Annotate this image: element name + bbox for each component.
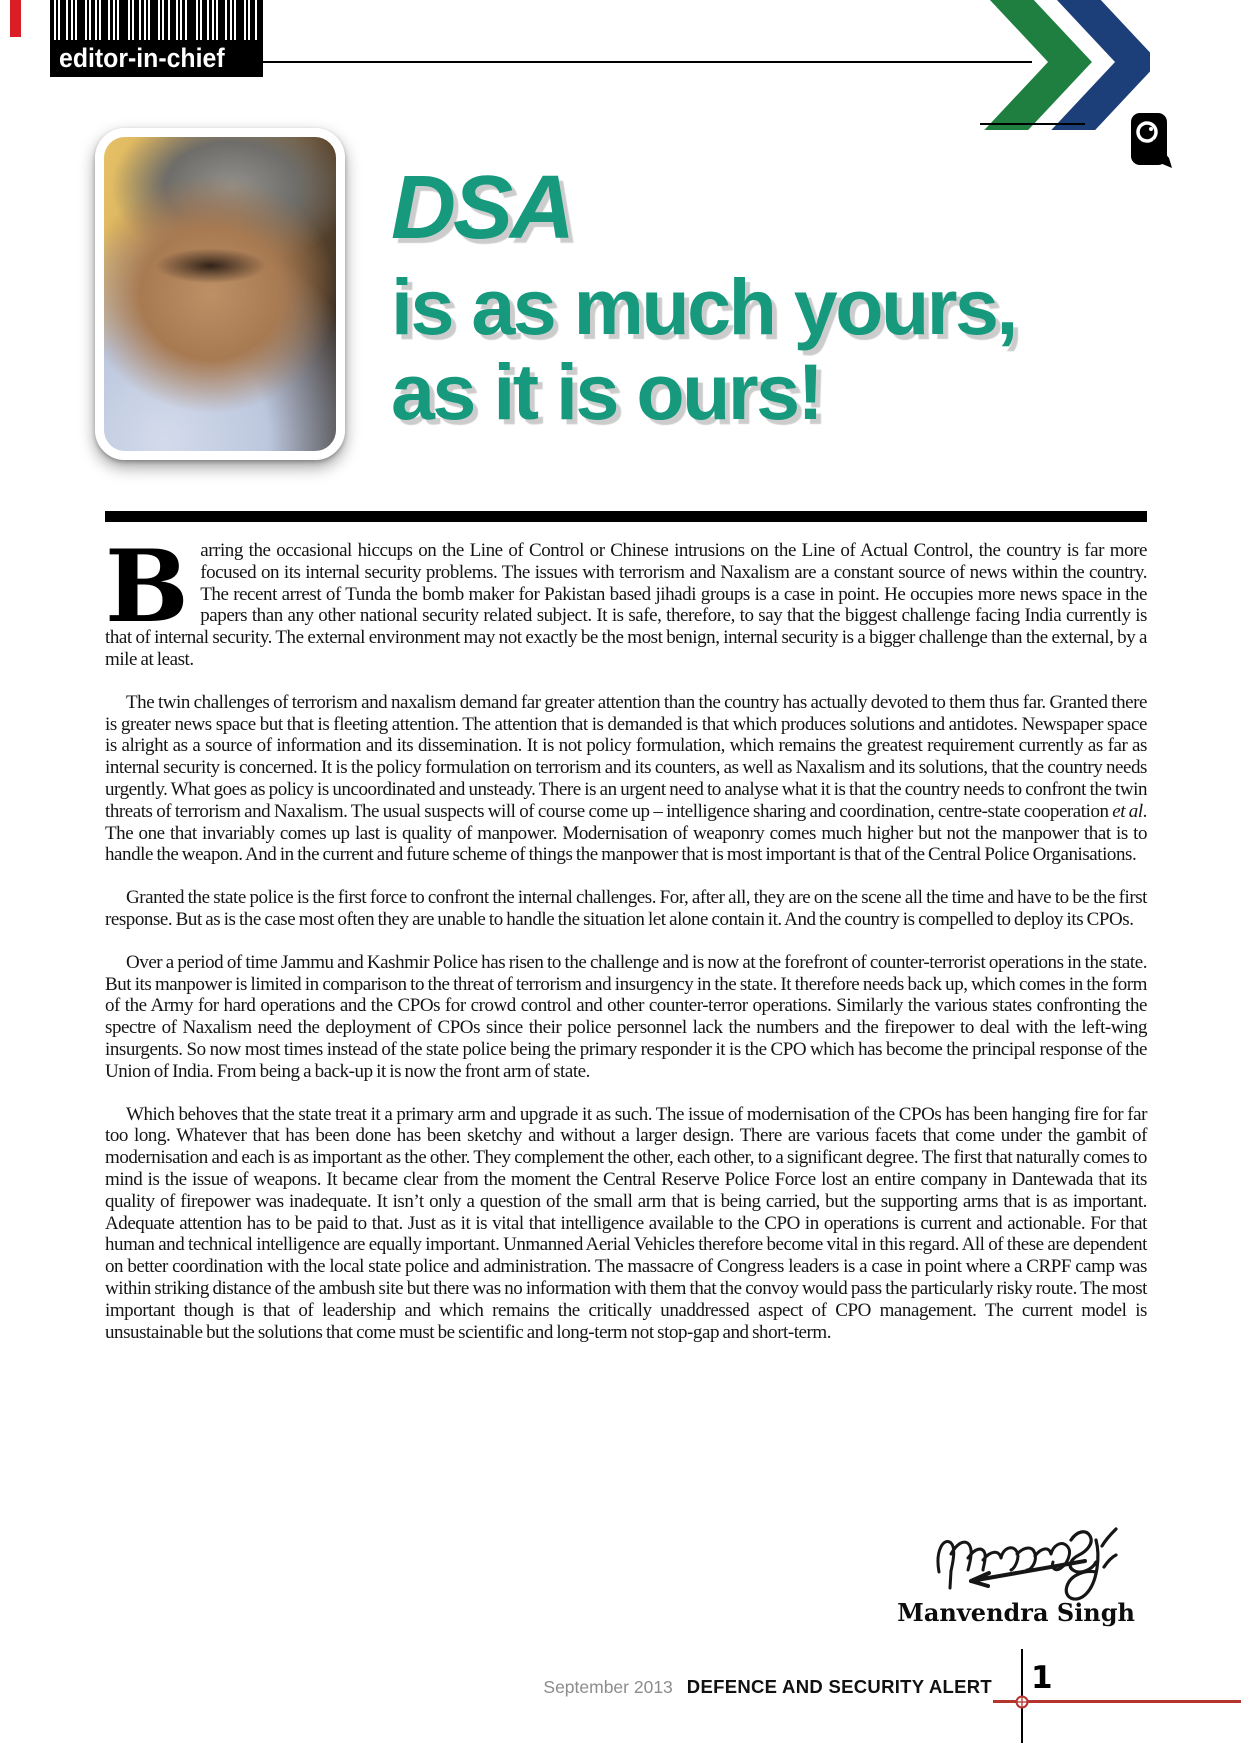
double-chevron-right-icon — [950, 0, 1150, 130]
footer — [543, 1676, 992, 1698]
editor-portrait-photo — [95, 128, 345, 460]
registration-mark-icon — [1014, 1694, 1030, 1715]
barcode-icon — [50, 0, 263, 40]
section-label-band — [50, 40, 263, 77]
divider-rule — [105, 511, 1147, 522]
section-label: editor-in-chief — [59, 43, 225, 73]
article-body — [105, 529, 1147, 1343]
page-title — [391, 158, 1016, 437]
page-number: 1 — [1031, 1660, 1053, 1696]
paragraph-4: Over a period of time Jammu and Kashmir Police has risen to the challenge and is now at the forefront of counter-terrorist operations in the state. But its manpower is limited in comparison to the threat of terrorism and insurgency in the state. It therefore needs back up, which comes in the form of the Army for hard operations and the CPOs for crowd control and other counter-terror operations. Similarly the various states confronting the spectre of Naxalism need the deployment of CPOs since their police personnel lack the numbers and the firepower to deal with the left-wing insurgents. So now most times instead of the state police being the primary responder it is the CPO which has become the principal response of the Union of India. From being a back-up it is now the front arm of state. — [105, 951, 1147, 1082]
paragraph-2-text-b: . The one that invariably comes up last is quality of manpower. Modernisation of weaponry comes much higher but not the manpower that is to handle the weapon. And in the current and future scheme of things the manpower that is most important is that of the Central Police Organisations. — [105, 800, 1147, 866]
search-icon — [1131, 112, 1173, 172]
paragraph-1-text: arring the occasional hiccups on the Line of Control or Chinese intrusions on the Line of Actual Control, the country is far more focused on its internal security problems. The issues with terrorism and Naxalism are a constant source of news within the country. The recent arrest of Tunda the bomb maker for Pakistan based jihadi groups is a case in point. He occupies more news space in the papers than any other national security related subject. It is safe, therefore, to say that the biggest challenge facing India currently is that of internal security. The external environment may not exactly be the most benign, internal security is a bigger challenge than the external, by a mile at least. — [105, 540, 1147, 670]
chevron-underline — [980, 123, 1085, 125]
magazine-name: DEFENCE AND SECURITY ALERT — [686, 1676, 992, 1697]
paragraph-3: Granted the state police is the first force to confront the internal challenges. For, after all, they are on the scene all the time and have to be the first response. But as is the case most often they are unable to handle the situation let alone contain it. And the country is compelled to deploy its CPOs. — [105, 887, 1147, 930]
masthead-rule — [263, 61, 1032, 63]
paragraph-2-italic: et al — [1112, 800, 1143, 822]
headline-line-3: as it is ours! — [391, 347, 822, 436]
paragraph-2-text-a: The twin challenges of terrorism and naxalism demand far greater attention than the country has actually devoted to them thus far. Granted there is greater news space but that is fleeting attention. The attention that is demanded is that which produces solutions and antidotes. Newspaper space is alright as a source of information and its dissemination. It is not policy formulation, which remains the greatest requirement currently as far as internal security is concerned. It is the policy formulation on terrorism and its counters, as well as Naxalism and its solutions, that the country needs urgently. What goes as policy is uncoordinated and unsteady. There is an urgent need to analyse what it is that the country needs to confront the twin threats of terrorism and Naxalism. The usual suspects will of course come up – intelligence sharing and coordination, centre-state cooperation — [105, 691, 1147, 822]
paragraph-1 — [105, 529, 1147, 671]
paragraph-5: Which behoves that the state treat it a primary arm and upgrade it as such. The issue of modernisation of the CPOs has been hanging fire for far too long. Whatever that has been done has been sketchy and without a larger design. There are various facets that come under the gambit of modernisation and each is as important as the other. They complement the other, each other, to a significant degree. The first that naturally comes to mind is the issue of weapons. It became clear from the moment the Central Reserve Police Force lost an entire company in Dantewada that its quality of firepower was inadequate. It isn’t only a question of the small arm that is being carried, but the supporting arms that is as important. Adequate attention has to be paid to that. Just as it is vital that intelligence available to the CPO in operations is current and actionable. For that human and technical intelligence are equally important. Unmanned Aerial Vehicles therefore become vital in this regard. All of these are dependent on better coordination with the local state police and administration. The massacre of Congress leaders is a case in point where a CRPF camp was within striking distance of the ambush site but there was no information with them that the convoy would pass the particularly risky route. The most important though is that of leadership and which remains the critically unaddressed aspect of CPO management. The current model is unsustainable but the solutions that come must be scientific and long-term not stop-gap and short-term. — [105, 1103, 1147, 1343]
paragraph-2 — [105, 692, 1147, 866]
headline-line-2: is as much yours, — [391, 262, 1016, 351]
folio-red-rule — [993, 1700, 1241, 1703]
dropcap: B — [105, 529, 189, 645]
headline-line-1: DSA — [391, 158, 573, 258]
issue-date: September 2013 — [543, 1677, 673, 1697]
author-name: Manvendra Singh — [897, 1598, 1135, 1627]
red-accent-bar — [10, 0, 21, 37]
